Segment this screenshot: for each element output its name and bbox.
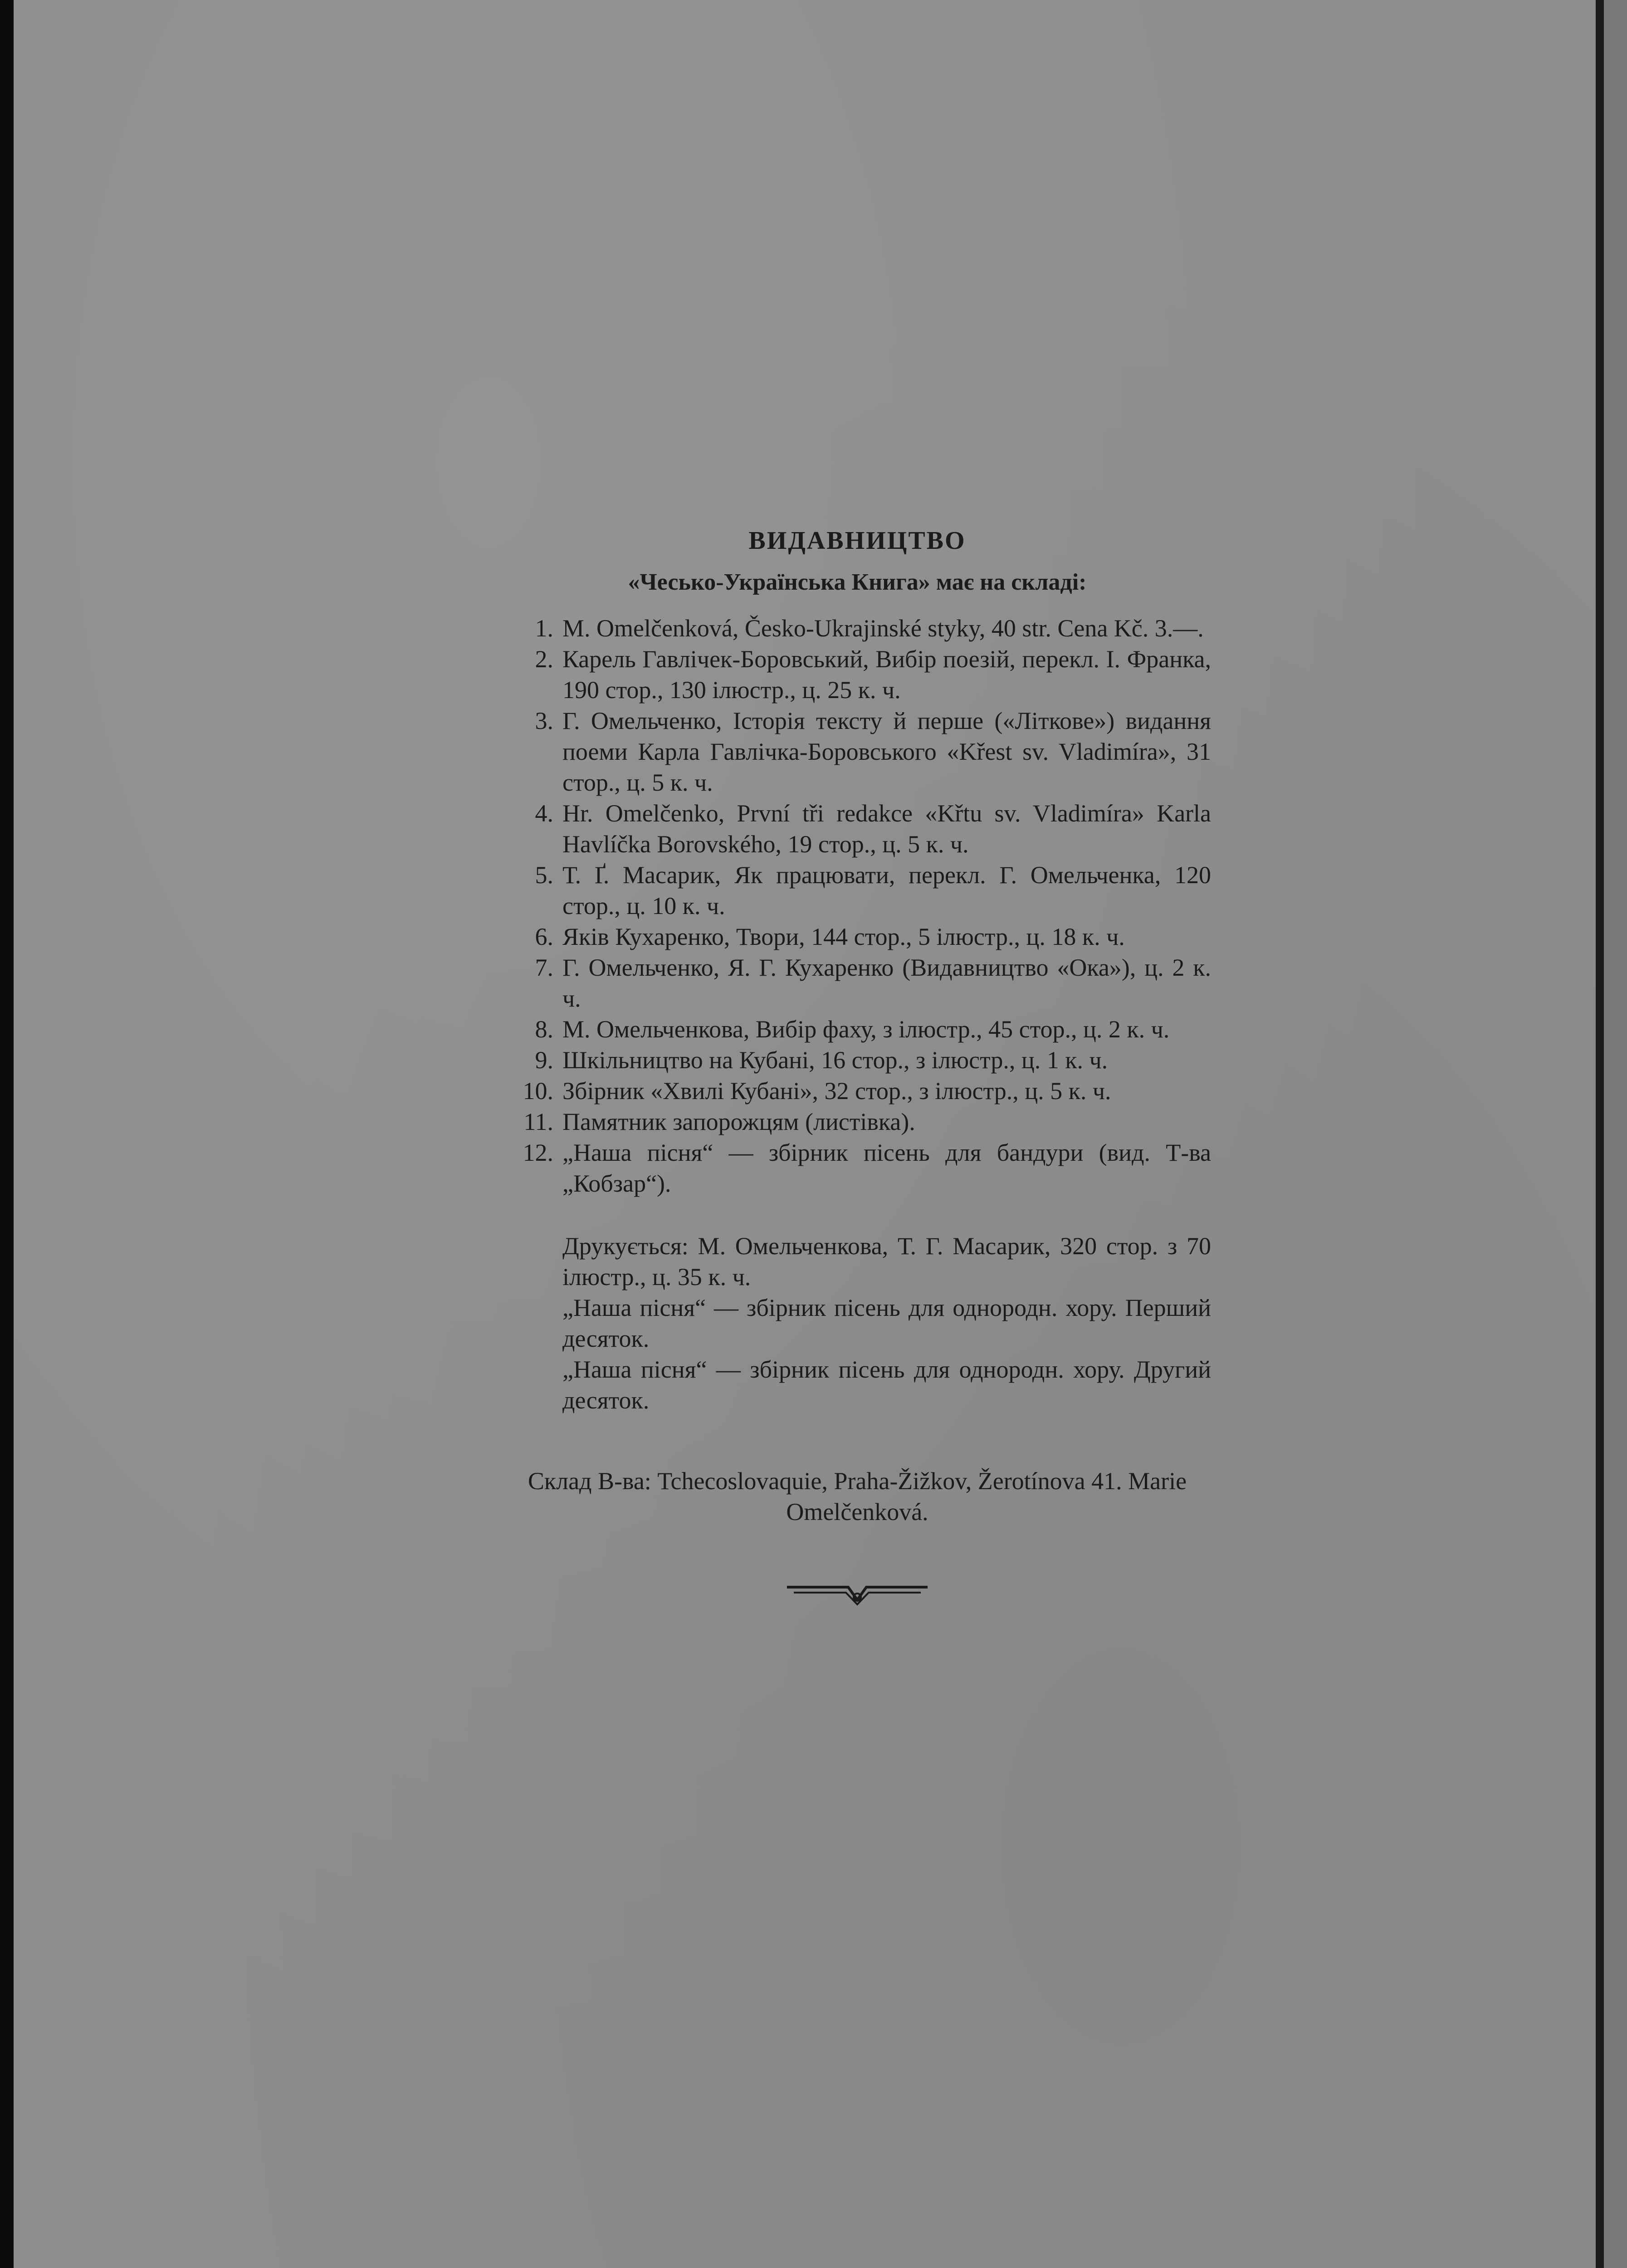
catalog-item: [503, 952, 1211, 1014]
item-number: 3.: [535, 707, 553, 734]
catalog-item: [503, 1106, 1211, 1137]
catalog-item: [503, 921, 1211, 952]
item-text: М. Омельченкова, Вибір фаху, з ілюстр., 45 стор., ц. 2 к. ч.: [562, 1016, 1170, 1043]
item-number: 11.: [523, 1108, 553, 1135]
item-number: 1.: [535, 615, 553, 642]
catalog-item: [503, 798, 1211, 860]
catalog-item: [503, 1045, 1211, 1075]
item-text: Яків Кухаренко, Твори, 144 стор., 5 ілюстр., ц. 18 к. ч.: [562, 923, 1125, 950]
publisher-heading: ВИДАВНИЦТВО: [748, 527, 966, 555]
publisher-subheading: «Чесько-Українська Книга» має на складі:: [628, 569, 1087, 595]
item-number: 9.: [535, 1046, 553, 1074]
item-text: Збірник «Хвилі Кубані», 32 стор., з ілюстр., ц. 5 к. ч.: [562, 1077, 1111, 1105]
item-text: Hr. Omelčenko, První tři redakce «Křtu sv. Vladimíra» Karla Havlíčka Borovského, 19 стор., ц. 5 к. ч.: [562, 800, 1211, 858]
book-page: [14, 0, 1596, 2268]
item-number: 5.: [535, 861, 553, 889]
page-edge: [1604, 0, 1627, 2268]
in-print-line: „Наша пісня“ — збірник пісень для однородн. хору. Другий десяток.: [562, 1356, 1211, 1414]
item-number: 4.: [535, 800, 553, 827]
item-number: 10.: [523, 1077, 553, 1105]
catalog-item: [503, 860, 1211, 921]
in-print-section: [503, 1231, 1211, 1416]
warehouse-address: Склад В-ва: Tchecoslovaquie, Praha-Žižkov, Žerotínova 41. Marie Omelčenková.: [528, 1467, 1187, 1525]
item-number: 2.: [535, 645, 553, 673]
item-text: „Наша пісня“ — збірник пісень для бандури (вид. Т-ва „Кобзар“).: [562, 1139, 1211, 1197]
catalog-item: [503, 1137, 1211, 1199]
catalog-item: [503, 705, 1211, 798]
item-text: M. Omelčenková, Česko-Ukrajinské styky, 40 str. Cena Kč. 3.—.: [562, 615, 1204, 642]
ornament-icon: [785, 1577, 930, 1609]
in-print-line: „Наша пісня“ — збірник пісень для однородн. хору. Перший десяток.: [562, 1294, 1211, 1352]
catalog-item: [503, 644, 1211, 705]
catalog-list: [503, 613, 1211, 1199]
item-text: Карель Гавлічек-Боровський, Вибір поезій, перекл. І. Франка, 190 стор., 130 ілюстр., ц. 25 к. ч.: [562, 645, 1211, 704]
item-text: Шкільництво на Кубані, 16 стор., з ілюстр., ц. 1 к. ч.: [562, 1046, 1108, 1074]
item-number: 8.: [535, 1016, 553, 1043]
catalog-item: [503, 1075, 1211, 1106]
item-number: 6.: [535, 923, 553, 950]
item-text: Г. Омельченко, Я. Г. Кухаренко (Видавництво «Ока»), ц. 2 к. ч.: [562, 954, 1211, 1012]
item-number: 12.: [523, 1139, 553, 1166]
item-text: Т. Ґ. Масарик, Як працювати, перекл. Г. Омельченка, 120 стор., ц. 10 к. ч.: [562, 861, 1211, 919]
item-number: 7.: [535, 954, 553, 981]
page-edge-shadow: [1596, 0, 1604, 2268]
item-text: Памятник запорожцям (листівка).: [562, 1108, 915, 1135]
in-print-line: Друкується: М. Омельченкова, Т. Г. Масарик, 320 стор. з 70 ілюстр., ц. 35 к. ч.: [562, 1232, 1211, 1290]
catalog-item: [503, 613, 1211, 644]
item-text: Г. Омельченко, Історія тексту й перше («Літкове») видання поеми Карла Гавлічка-Боровського «Křest sv. Vladimíra», 31 стор., ц. 5 к. ч.: [562, 707, 1211, 796]
publisher-catalog: [503, 526, 1211, 1609]
catalog-item: [503, 1014, 1211, 1045]
